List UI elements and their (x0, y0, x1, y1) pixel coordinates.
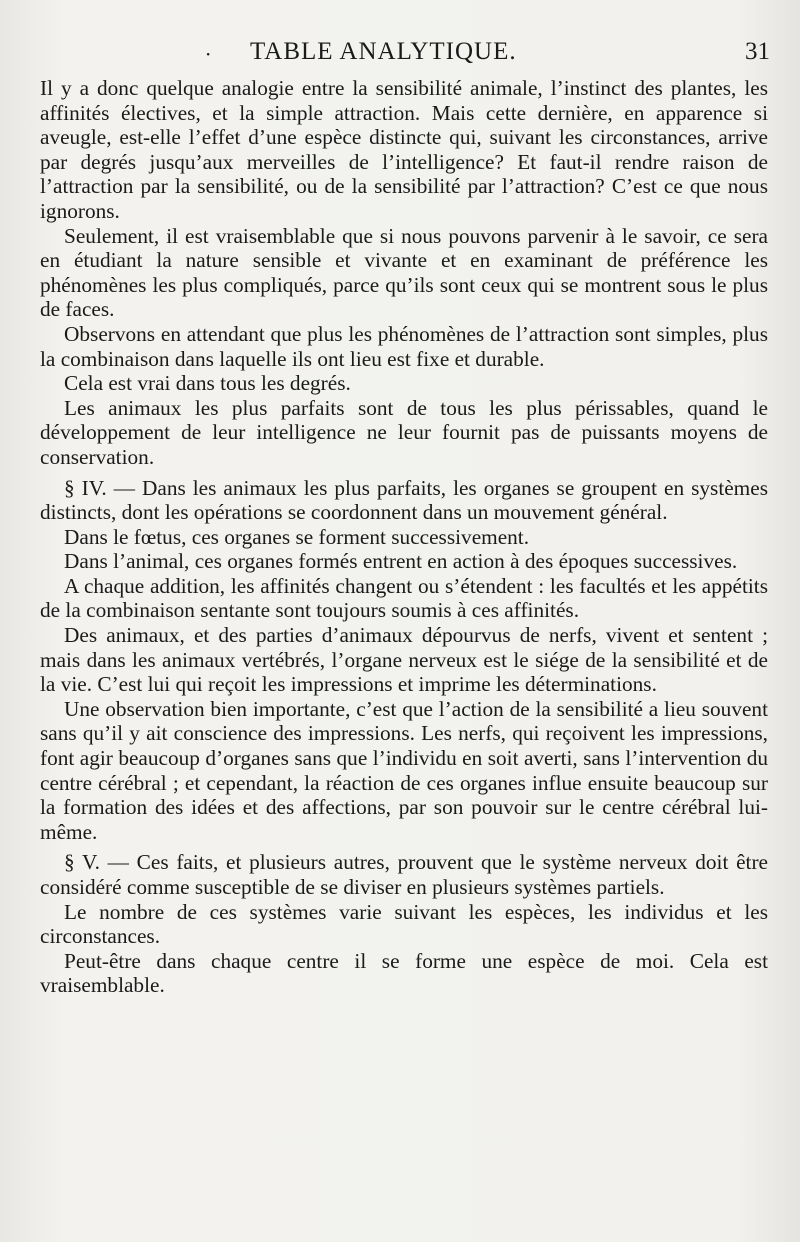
section-paragraph: § IV. — Dans les animaux les plus parfaits, les organes se groupent en systèmes distincts, dont les opérations se coordonnent dans un mouvement général. (40, 475, 768, 525)
paragraph: Les animaux les plus parfaits sont de tous les plus périssables, quand le développement de leur intelligence ne leur fournit pas de puissants moyens de conservation. (40, 395, 768, 469)
paragraph: Des animaux, et des parties d’animaux dépourvus de nerfs, vivent et sentent ; mais dans les animaux vertébrés, l’organe nerveux est le siége de la sensibilité et de la vie. C’est lui qui reçoit les impressions et imprime les déterminations. (40, 623, 768, 697)
paragraph: Observons en attendant que plus les phénomènes de l’attraction sont simples, plus la combinaison dans laquelle ils ont lieu est fixe et durable. (40, 321, 768, 371)
page-number: 31 (745, 38, 770, 65)
paragraph: Dans l’animal, ces organes formés entrent en action à des époques successives. (64, 549, 738, 574)
paragraph: Cela est vrai dans tous les degrés. (64, 371, 351, 396)
running-header: · TABLE ANALYTIQUE. 31 (205, 38, 770, 66)
section-paragraph: § V. — Ces faits, et plusieurs autres, prouvent que le système nerveux doit être considéré comme susceptible de se diviser en plusieurs systèmes partiels. (40, 850, 768, 899)
paragraph: Il y a donc quelque analogie entre la sensibilité animale, l’instinct des plantes, les affinités électives, et la simple attraction. Mais cette dernière, en apparence si aveugle, est-elle l’effet d’une espèce distincte qui, suivant les circonstances, arrive par degrés jusqu’aux merveilles de l’intelligence? Et faut-il rendre raison de l’attraction par la sensibilité, ou de la sensibilité par l’attraction? C’est ce que nous ignorons. (40, 76, 768, 223)
paragraph: Peut-être dans chaque centre il se forme une espèce de moi. Cela est vraisemblable. (40, 948, 768, 998)
running-title: TABLE ANALYTIQUE. (250, 38, 517, 65)
paragraph: Le nombre de ces systèmes varie suivant les espèces, les individus et les circonstances. (40, 899, 768, 949)
paragraph: Dans le fœtus, ces organes se forment successivement. (64, 524, 530, 549)
paragraph: A chaque addition, les affinités changent ou s’étendent : les facultés et les appétits de la combinaison sentante sont toujours soumis à ces affinités. (40, 573, 768, 623)
paragraph: Une observation bien importante, c’est que l’action de la sensibilité a lieu souvent sans qu’il y ait conscience des impressions. Les nerfs, qui reçoivent les impressions, font agir beaucoup d’organes sans que l’individu en soit averti, sans l’intervention du centre cérébral ; et cependant, la réaction de ces organes influe ensuite beaucoup sur la formation des idées et des affections, par son pouvoir sur le centre cérébral lui-même. (40, 696, 768, 844)
body-text (40, 76, 768, 998)
paragraph: Seulement, il est vraisemblable que si nous pouvons parvenir à le savoir, ce sera en étudiant la nature sensible et vivante et en examinant de préférence les phénomènes les plus compliqués, parce qu’ils sont ceux qui se montrent sous le plus de faces. (40, 223, 768, 322)
